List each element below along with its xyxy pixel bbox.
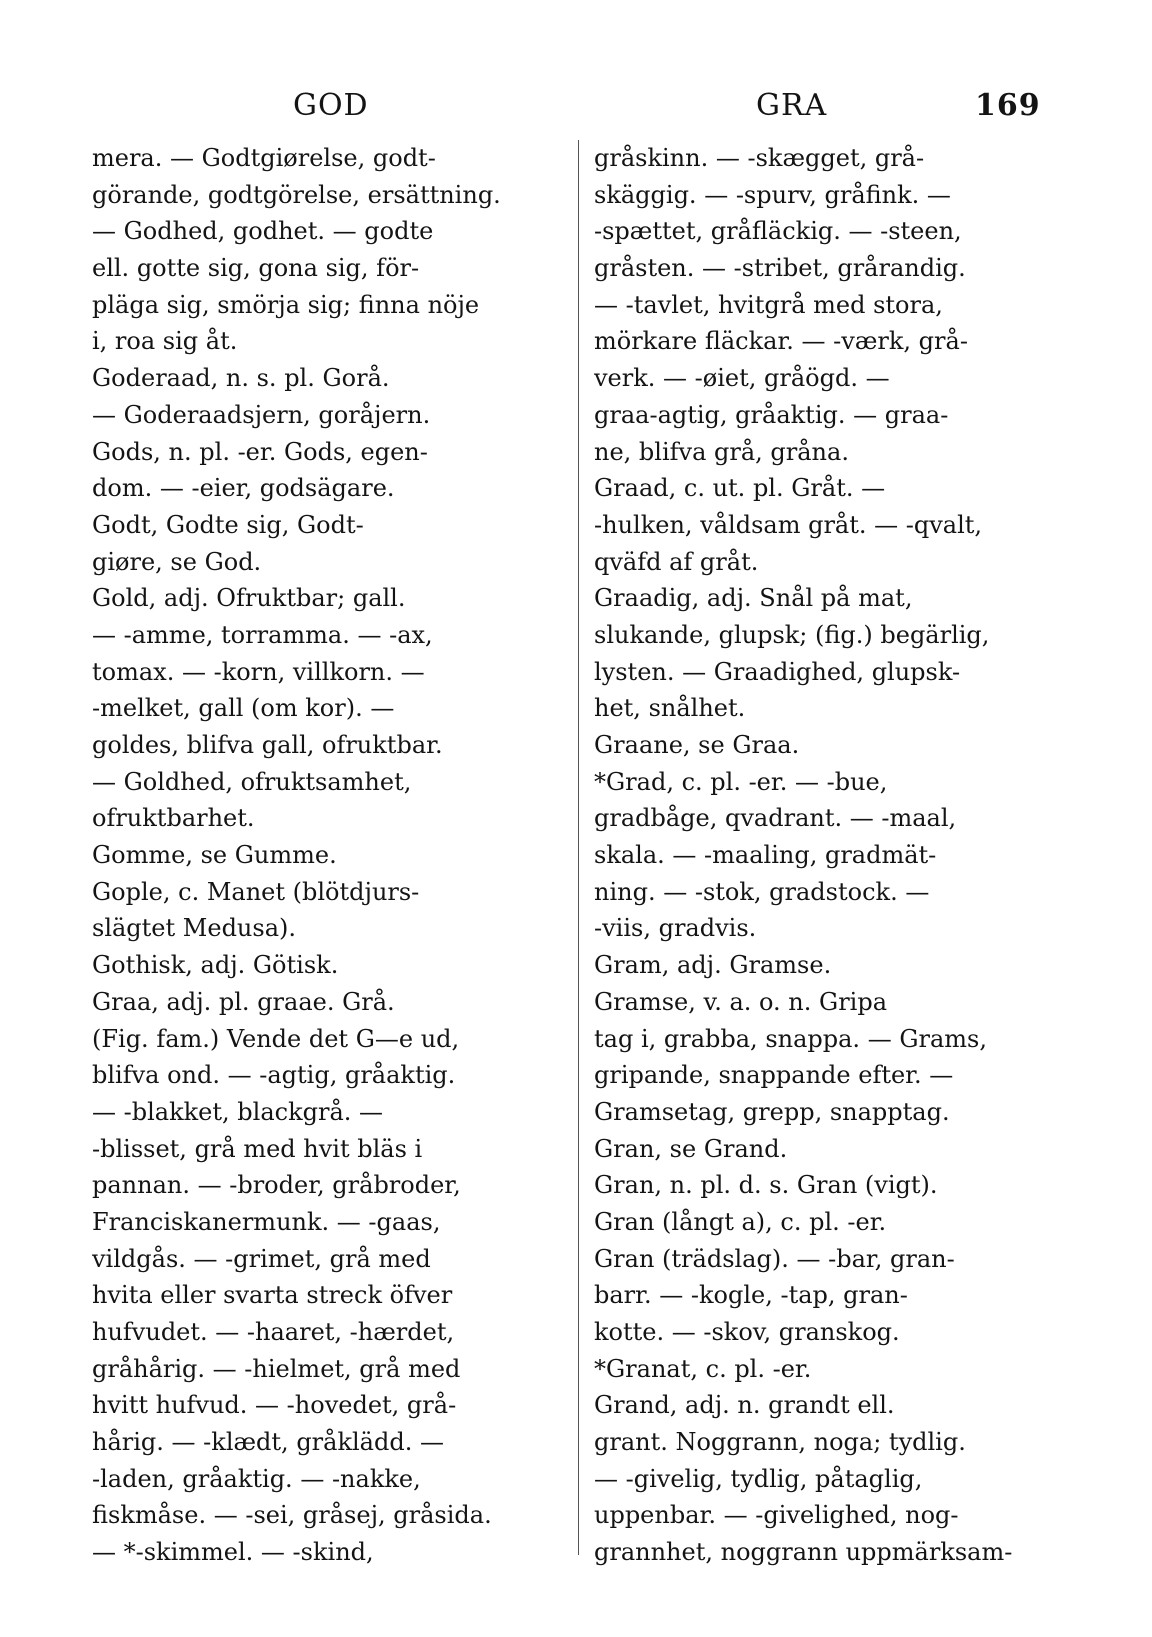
right-guide-word: GRA: [756, 88, 828, 123]
text-line: gradbåge, qvadrant. — -maal,: [594, 804, 957, 833]
text-line: goldes, blifva gall, ofruktbar.: [92, 731, 443, 759]
text-line: -hulken, våldsam gråt. — -qvalt,: [594, 510, 983, 539]
text-line: dom. — -eier, godsägare.: [92, 474, 395, 503]
text-line: Goderaad, n. s. pl. Gorå.: [92, 364, 390, 393]
text-line: Graa, adj. pl. graae. Grå.: [92, 987, 395, 1016]
text-line: uppenbar. — -givelighed, nog-: [594, 1501, 959, 1530]
left-guide-word: GOD: [293, 88, 369, 123]
column-divider: [578, 140, 579, 1555]
text-line: Gods, n. pl. -er. Gods, egen-: [92, 437, 428, 466]
text-line: grannhet, noggrann uppmärksam-: [594, 1538, 1013, 1567]
text-line: pläga sig, smörja sig; finna nöje: [92, 290, 480, 319]
text-line: i, roa sig åt.: [92, 327, 238, 356]
text-line: — -givelig, tydlig, påtaglig,: [594, 1464, 923, 1493]
left-column: [92, 140, 554, 1571]
text-line: giøre, se God.: [92, 547, 262, 576]
text-line: Gople, c. Manet (blötdjurs-: [92, 877, 420, 906]
text-line: -melket, gall (om kor). —: [92, 694, 395, 723]
text-line: görande, godtgörelse, ersättning.: [92, 180, 501, 209]
text-line: gråsten. — -stribet, grårandig.: [594, 254, 966, 283]
text-line: fiskmåse. — -sei, gråsej, gråsida.: [92, 1501, 492, 1530]
text-line: Graad, c. ut. pl. Gråt. —: [594, 474, 886, 503]
text-line: slukande, glupsk; (fig.) begärlig,: [594, 620, 990, 649]
text-line: Franciskanermunk. — -gaas,: [92, 1207, 441, 1236]
text-line: qväfd af gråt.: [594, 547, 759, 576]
text-line: — -blakket, blackgrå. —: [92, 1097, 384, 1126]
text-line: tag i, grabba, snappa. — Grams,: [594, 1024, 987, 1053]
text-line: skala. — -maaling, gradmät-: [594, 841, 937, 870]
text-line: Gran, se Grand.: [594, 1134, 788, 1163]
text-line: Graane, se Graa.: [594, 731, 800, 759]
text-line: Grand, adj. n. grandt ell.: [594, 1391, 895, 1420]
text-line: -spættet, gråfläckig. — -steen,: [594, 217, 962, 246]
text-line: grant. Noggrann, noga; tydlig.: [594, 1428, 966, 1457]
text-line: mörkare fläckar. — -værk, grå-: [594, 327, 968, 356]
page-header: [0, 88, 1152, 132]
text-line: — Godhed, godhet. — godte: [92, 217, 434, 246]
text-line: — *-skimmel. — -skind,: [92, 1538, 374, 1567]
text-line: (Fig. fam.) Vende det G—e ud,: [92, 1024, 460, 1053]
text-line: Gomme, se Gumme.: [92, 841, 337, 870]
text-line: lysten. — Graadighed, glupsk-: [594, 657, 961, 686]
text-line: *Grad, c. pl. -er. — -bue,: [594, 767, 888, 796]
text-line: ofruktbarhet.: [92, 804, 255, 833]
text-line: — -tavlet, hvitgrå med stora,: [594, 290, 943, 319]
text-line: — -amme, torramma. — -ax,: [92, 620, 433, 649]
text-line: Gran, n. pl. d. s. Gran (vigt).: [594, 1171, 938, 1200]
text-line: Gran (trädslag). — -bar, gran-: [594, 1244, 955, 1273]
text-line: tomax. — -korn, villkorn. —: [92, 657, 425, 686]
text-line: het, snålhet.: [594, 694, 746, 723]
text-line: -viis, gradvis.: [594, 914, 757, 943]
text-line: gripande, snappande efter. —: [594, 1061, 954, 1090]
text-line: Gothisk, adj. Götisk.: [92, 951, 339, 980]
text-line: ne, blifva grå, gråna.: [594, 437, 849, 466]
page-number: 169: [975, 88, 1041, 123]
text-line: gråhårig. — -hielmet, grå med: [92, 1354, 461, 1383]
text-line: gråskinn. — -skægget, grå-: [594, 144, 925, 172]
text-line: verk. — -øiet, gråögd. —: [594, 364, 890, 393]
text-line: Godt, Godte sig, Godt-: [92, 510, 364, 539]
text-line: -laden, gråaktig. — -nakke,: [92, 1464, 421, 1493]
text-line: graa-agtig, gråaktig. — graa-: [594, 400, 949, 429]
text-line: kotte. — -skov, granskog.: [594, 1318, 900, 1346]
text-line: ning. — -stok, gradstock. —: [594, 877, 930, 906]
text-line: Graadig, adj. Snål på mat,: [594, 584, 913, 613]
text-line: vildgås. — -grimet, grå med: [92, 1244, 431, 1273]
text-line: Gram, adj. Gramse.: [594, 951, 832, 980]
text-line: hvitt hufvud. — -hovedet, grå-: [92, 1391, 457, 1420]
text-line: skäggig. — -spurv, gråfink. —: [594, 180, 951, 209]
text-line: Gold, adj. Ofruktbar; gall.: [92, 584, 406, 613]
text-line: Gramse, v. a. o. n. Gripa: [594, 987, 888, 1016]
text-line: hvita eller svarta streck öfver: [92, 1281, 453, 1310]
right-column: [594, 140, 1056, 1571]
text-line: — Goderaadsjern, goråjern.: [92, 400, 431, 429]
text-line: *Granat, c. pl. -er.: [594, 1354, 812, 1383]
text-line: slägtet Medusa).: [92, 914, 296, 943]
text-line: — Goldhed, ofruktsamhet,: [92, 767, 412, 796]
text-line: hårig. — -klædt, gråklädd. —: [92, 1428, 444, 1457]
text-line: mera. — Godtgiørelse, godt-: [92, 144, 436, 172]
text-line: Gramsetag, grepp, snapptag.: [594, 1097, 950, 1126]
text-line: barr. — -kogle, -tap, gran-: [594, 1281, 908, 1310]
text-line: ell. gotte sig, gona sig, för-: [92, 254, 420, 283]
text-line: -blisset, grå med hvit bläs i: [92, 1134, 423, 1163]
text-line: blifva ond. — -agtig, gråaktig.: [92, 1061, 456, 1090]
text-line: Gran (långt a), c. pl. -er.: [594, 1207, 887, 1236]
text-line: hufvudet. — -haaret, -hærdet,: [92, 1318, 455, 1346]
text-line: pannan. — -broder, gråbroder,: [92, 1171, 461, 1200]
